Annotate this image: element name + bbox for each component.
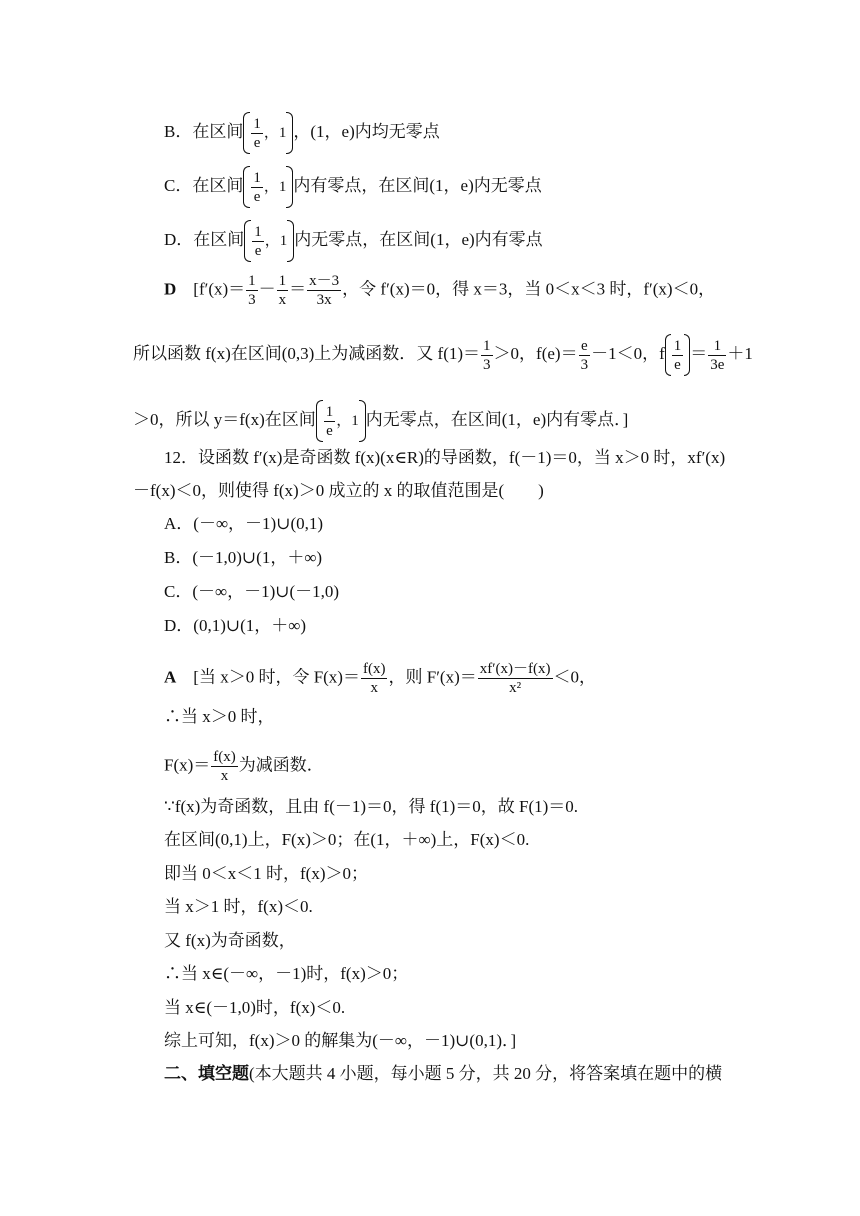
q12-solution-line-8: 又 f(x)为奇函数， bbox=[164, 931, 296, 950]
q12-stem-line-1: 12．设函数 f′(x)是奇函数 f(x)(x∈R)的导函数，f(－1)＝0，当 x＞0 时，xf′(x) bbox=[164, 448, 726, 467]
q11-option-c: C．在区间 $\frac{1}{e}$ ，1 内有零点，在区间(1，e)内无零点 bbox=[164, 166, 542, 208]
interval-bracket: $\frac{1}{e}$ ，1 bbox=[316, 400, 366, 442]
q11-option-b: B．在区间 $\frac{1}{e}$ ，1 ，(1，e)内均无零点 bbox=[164, 112, 440, 154]
answer-letter: A bbox=[164, 667, 177, 687]
q12-option-b: B．(－1,0)∪(1，＋∞) bbox=[164, 548, 323, 567]
q12-solution-line-10: 当 x∈(－1,0)时，f(x)＜0. bbox=[164, 998, 346, 1017]
q11-solution-line-3: ＞0，所以 y＝f(x)在区间 $\frac{1}{e}$ ，1 内无零点，在区间(1，e)内有零点．] bbox=[133, 400, 628, 442]
q12-solution-line-11: 综上可知，f(x)＞0 的解集为(－∞，－1)∪(0,1)．] bbox=[164, 1031, 517, 1050]
interval-bracket: $\frac{1}{e}$ ，1 bbox=[244, 220, 294, 262]
section-2-title: 二、填空题 bbox=[164, 1064, 249, 1083]
section-2-desc: (本大题共 4 小题，每小题 5 分，共 20 分，将答案填在题中的横 bbox=[249, 1064, 723, 1083]
q12-solution-line-6: 即当 0＜x＜1 时，f(x)＞0； bbox=[164, 864, 368, 883]
q12-solution-line-2: ∴当 x＞0 时， bbox=[164, 707, 275, 726]
section-2-heading bbox=[164, 1063, 722, 1085]
q12-solution-line-9: ∴当 x∈(－∞，－1)时，f(x)＞0； bbox=[164, 964, 409, 983]
interval-bracket: $\frac{1}{e}$ ，1 bbox=[243, 112, 293, 154]
q11-solution-line-1: D [f′(x)＝ $\frac{1}{3}$ － $\frac{1}{x}$ ＝ $\frac{x-3}{3x}$ ，令 f′(x)＝0，得 x＝3，当 0＜x＜3 时，f′(x)＜0， bbox=[164, 273, 716, 308]
q12-option-a: A．(－∞，－1)∪(0,1) bbox=[164, 514, 324, 533]
paren-group: $\frac{1}{e}$ bbox=[665, 334, 691, 376]
answer-letter: D bbox=[164, 279, 177, 299]
q12-solution-line-4: ∵f(x)为奇函数，且由 f(－1)＝0，得 f(1)＝0，故 F(1)＝0. bbox=[164, 797, 579, 816]
q12-solution-line-1: A [当 x＞0 时，令 F(x)＝ $\frac{f(x)}{x}$ ，则 F′(x)＝ $\frac{xf'(x)-f(x)}{\text{x²}}$ ＜0， bbox=[164, 661, 596, 696]
q12-solution-line-7: 当 x＞1 时，f(x)＜0. bbox=[164, 897, 313, 916]
q11-option-d: D．在区间 $\frac{1}{e}$ ，1 内无零点，在区间(1，e)内有零点 bbox=[164, 220, 543, 262]
q12-solution-line-5: 在区间(0,1)上，F(x)＞0；在(1，＋∞)上，F(x)＜0. bbox=[164, 830, 530, 849]
q12-solution-line-3: F(x)＝ $\frac{f(x)}{x}$ 为减函数． bbox=[164, 749, 324, 784]
q11-solution-line-2: 所以函数 f(x)在区间(0,3)上为减函数．又 f(1)＝ $\frac{1}{3}$ ＞0，f(e)＝ $\frac{e}{3}$ －1＜0，f $\frac{1}{e}$ ＝ $\frac{1}{3e}$ ＋1 bbox=[133, 334, 753, 376]
q12-option-d: D．(0,1)∪(1，＋∞) bbox=[164, 616, 307, 635]
q12-option-c: C．(－∞，－1)∪(－1,0) bbox=[164, 582, 340, 601]
q12-stem-line-2: －f(x)＜0，则使得 f(x)＞0 成立的 x 的取值范围是( ) bbox=[133, 481, 544, 500]
interval-bracket: $\frac{1}{e}$ ，1 bbox=[243, 166, 293, 208]
